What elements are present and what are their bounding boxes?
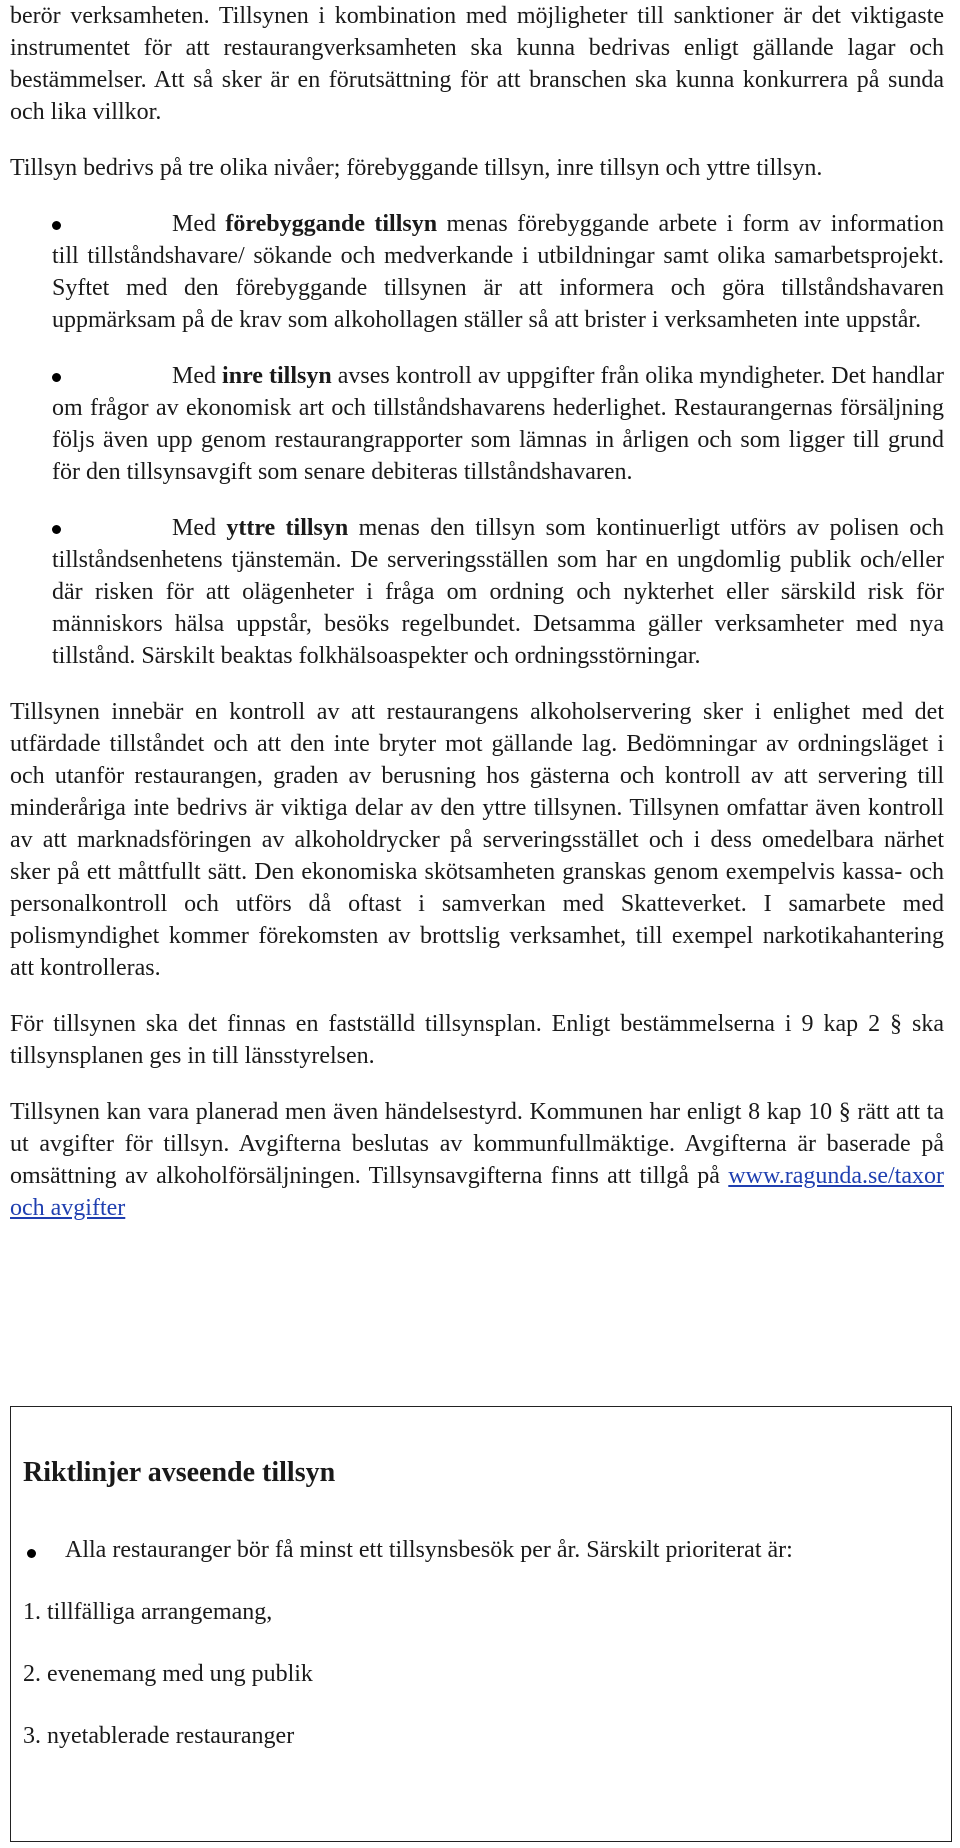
guidelines-title: Riktlinjer avseende tillsyn (23, 1457, 336, 1488)
document-page (10, 0, 944, 1248)
levels-paragraph: Tillsyn bedrivs på tre olika nivåer; förebyggande tillsyn, inre tillsyn och yttre tillsyn. (10, 155, 823, 181)
bullet-dot-icon (52, 221, 61, 230)
guidelines-bullet (23, 1537, 793, 1564)
guidelines-box (10, 1406, 952, 1842)
priority-item-3: 3. nyetablerade restauranger (23, 1723, 295, 1749)
priority-item-1: 1. tillfälliga arrangemang, (23, 1599, 273, 1625)
fees-link[interactable]: www.ragunda.se/taxor och avgifter (10, 1163, 944, 1221)
bullet-term: inre tillsyn (222, 363, 332, 389)
bullet-outer (10, 512, 944, 672)
bullet-term: förebyggande tillsyn (225, 211, 438, 237)
bullet-text: Med (172, 515, 227, 541)
bullet-text: avses kontroll av uppgifter från olika myndigheter. Det handlar om frågor av ekonomisk art och tillståndshavarens hederlighet. Restaurangernas försäljning följs även upp genom restaurangrapporter som lämnas in årligen och som ligger till grund för den tillsynsavgift som senare debiteras tillståndshavaren. (52, 363, 944, 485)
bullet-text: menas den tillsyn som kontinuerligt utförs av polisen och tillståndsenhetens tjänstemän. De serveringsställen som har en ungdomlig publik och/eller där risken för att olägenheter i fråga om ordning och nykterhet eller särskild risk för människors hälsa uppstår, besöks regelbundet. Detsamma gäller verksamheter med nya tillstånd. Särskilt beaktas folkhälsoaspekter och ordningsstörningar. (52, 515, 944, 669)
guidelines-bullet-text: Alla restauranger bör få minst ett tillsynsbesök per år. Särskilt prioriterat är: (65, 1537, 793, 1563)
bullet-dot-icon (52, 525, 61, 534)
control-paragraph: Tillsynen innebär en kontroll av att restaurangens alkoholservering sker i enlighet med det utfärdade tillståndet och att den inte bryter mot gällande lag. Bedömningar av ordningsläget i och utanför restaurangen, graden av berusning hos gästerna och kontroll av att servering till minderåriga inte bedrivs är viktiga delar av den yttre tillsynen. Tillsynen omfattar även kontroll av att marknadsföringen av alkoholdrycker på serveringsstället och i dess omedelbara närhet sker på ett måttfullt sätt. Den ekonomiska skötsamheten granskas genom exempelvis kassa- och personalkontroll och utförs då oftast i samverkan med Skatteverket. I samarbete med polismyndighet kommer förekomsten av brottslig verksamhet, till exempel narkotikahantering att kontrolleras. (10, 699, 944, 981)
bullet-text: Med (172, 363, 223, 389)
bullet-term: yttre tillsyn (226, 515, 349, 541)
bullet-text: menas förebyggande arbete i form av information till tillståndshavare/ sökande och medverkande i utbildningar samt olika samarbetsprojekt. Syftet med den förebyggande tillsynen är att informera och göra tillståndshavaren uppmärksam på de krav som alkohollagen ställer så att brister i verksamheten inte uppstår. (52, 211, 945, 333)
priority-item-2: 2. evenemang med ung publik (23, 1661, 313, 1687)
bullet-preventive (10, 208, 944, 336)
fees-paragraph (10, 1096, 944, 1224)
plan-paragraph: För tillsynen ska det finnas en fastställd tillsynsplan. Enligt bestämmelserna i 9 kap 2 § ska tillsynsplanen ges in till länsstyrelsen. (10, 1011, 944, 1069)
intro-paragraph: berör verksamheten. Tillsynen i kombination med möjligheter till sanktioner är det viktigaste instrumentet för att restaurangverksamheten ska kunna bedrivas enligt gällande lagar och bestämmelser. Att så sker är en förutsättning för att branschen ska kunna konkurrera på sunda och lika villkor. (10, 3, 944, 125)
fees-text: Tillsynen kan vara planerad men även händelsestyrd. Kommunen har enligt 8 kap 10 § rätt att ta ut avgifter för tillsyn. Avgifterna beslutas av kommunfullmäktige. Avgifterna är baserade på omsättning av alkoholförsäljningen. Tillsynsavgifterna finns att tillgå på (10, 1099, 944, 1189)
bullet-inner (10, 360, 944, 488)
bullet-dot-icon (27, 1549, 36, 1558)
bullet-dot-icon (52, 373, 61, 382)
bullet-text: Med (172, 211, 226, 237)
